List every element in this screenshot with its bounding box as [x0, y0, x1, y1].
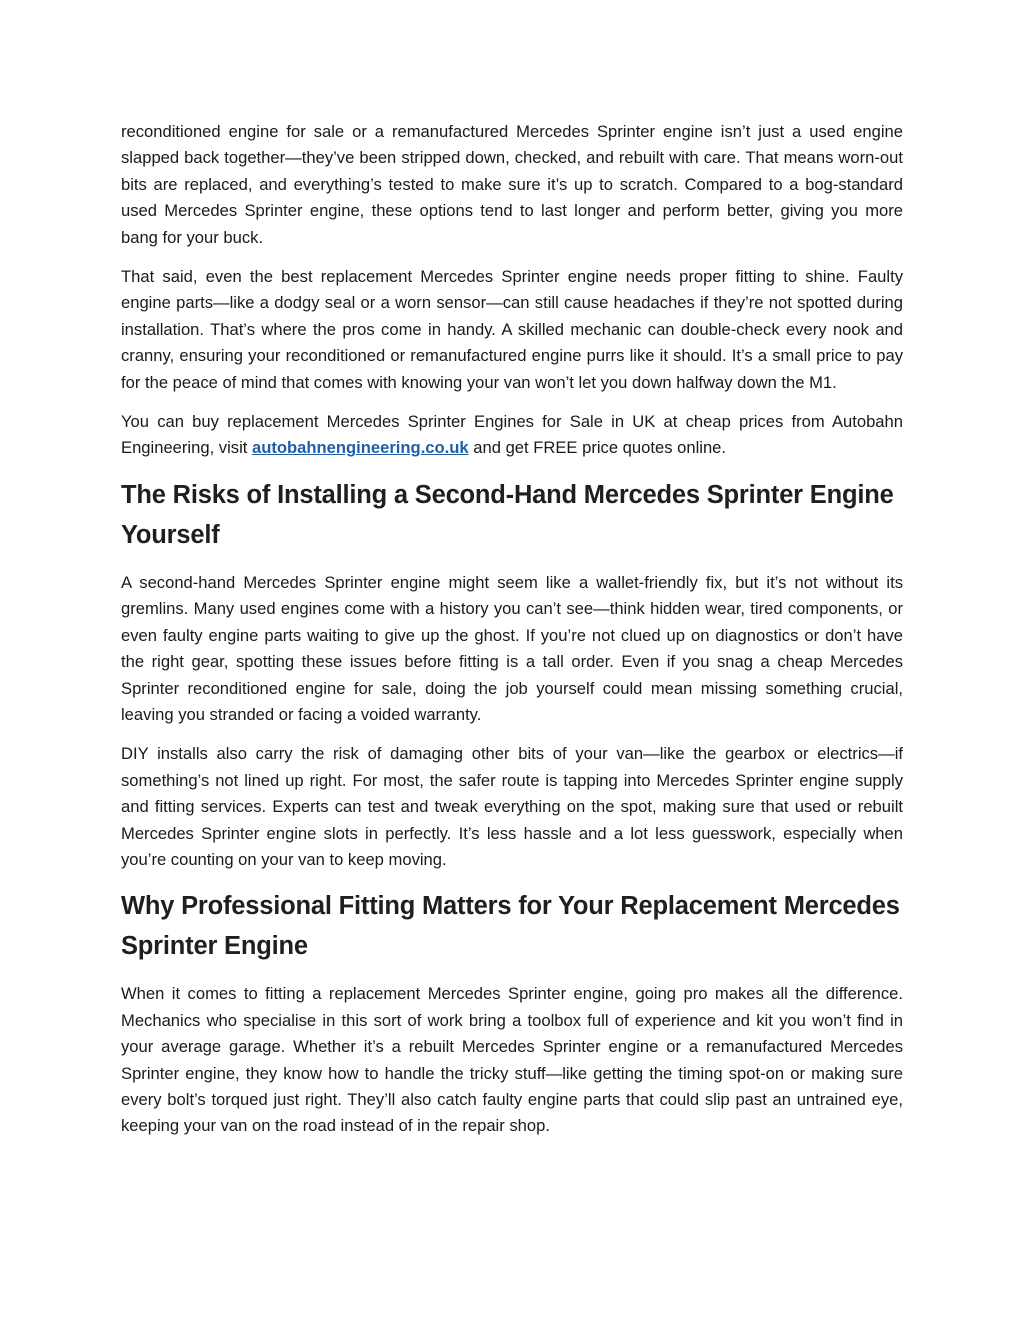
paragraph-second-hand-risks: A second-hand Mercedes Sprinter engine might seem like a wallet-friendly fix, but it’s not without its gremlins. Many used engines come with a history you can’t see—think hidden wear, tired components, or even faulty engine parts waiting to give up the ghost. If you’re not clued up on diagnostics or don’t have the right gear, spotting these issues before fitting is a tall order. Even if you snag a cheap Mercedes Sprinter reconditioned engine for sale, doing the job yourself could mean missing something crucial, leaving you stranded or facing a voided warranty. [121, 572, 903, 724]
paragraph-buy-cta [121, 409, 903, 462]
cta-text-before: You can buy replacement Mercedes Sprinter Engines for Sale in UK at cheap prices from Autobahn Engineering, visit [121, 412, 903, 458]
paragraph-diy-risks: DIY installs also carry the risk of damaging other bits of your van—like the gearbox or electrics—if something’s not lined up right. For most, the safer route is tapping into Mercedes Sprinter engine supply and fitting services. Experts can test and tweak everything on the spot, making sure that used or rebuilt Mercedes Sprinter engine slots in perfectly. It’s less hassle and a lot less guesswork, especially when you’re counting on your van to keep moving. [121, 744, 903, 869]
heading-risks-second-hand: The Risks of Installing a Second-Hand Mercedes Sprinter Engine Yourself [121, 480, 894, 549]
autobahn-engineering-link[interactable]: autobahnengineering.co.uk [251, 438, 469, 458]
paragraph-professional-fitting: When it comes to fitting a replacement Mercedes Sprinter engine, going pro makes all the difference. Mechanics who specialise in this sort of work bring a toolbox full of experience and kit you won’t find in your average garage. Whether it’s a rebuilt Mercedes Sprinter engine or a remanufactured Mercedes Sprinter engine, they know how to handle the tricky stuff—like getting the timing spot-on or making sure every bolt’s torqued just right. They’ll also catch faulty engine parts that could slip past an untrained eye, keeping your van on the road instead of in the repair shop. [121, 984, 903, 1136]
heading-professional-fitting: Why Professional Fitting Matters for Your Replacement Mercedes Sprinter Engine [121, 892, 900, 961]
paragraph-reconditioned-intro: reconditioned engine for sale or a remanufactured Mercedes Sprinter engine isn’t just a used engine slapped back together—they’ve been stripped down, checked, and rebuilt with care. That means worn-out bits are replaced, and everything’s tested to make sure it’s up to scratch. Compared to a bog-standard used Mercedes Sprinter engine, these options tend to last longer and perform better, giving you more bang for your buck. [121, 122, 903, 247]
paragraph-professional-fitting-intro: That said, even the best replacement Mercedes Sprinter engine needs proper fitting to shine. Faulty engine parts—like a dodgy seal or a worn sensor—can still cause headaches if they’re not spotted during installation. That’s where the pros come in handy. A skilled mechanic can double-check every nook and cranny, ensuring your reconditioned or remanufactured engine purrs like it should. It’s a small price to pay for the peace of mind that comes with knowing your van won’t let you down halfway down the M1. [121, 267, 903, 392]
cta-text-after: and get FREE price quotes online. [468, 438, 727, 458]
document-page [121, 119, 903, 1153]
